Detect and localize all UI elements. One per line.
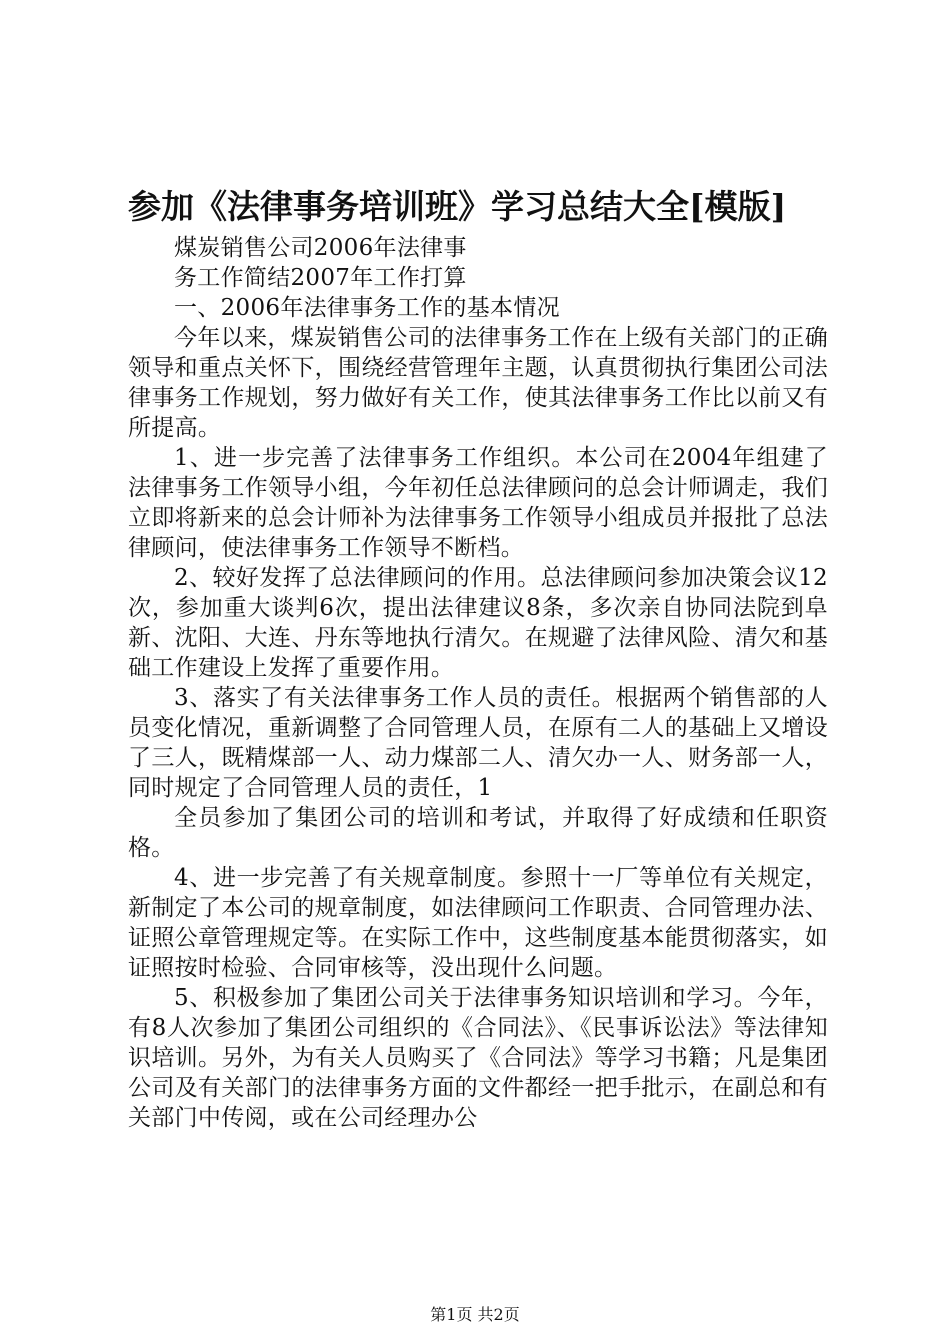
paragraph-item-1: 1、进一步完善了法律事务工作组织。本公司在2004年组建了法律事务工作领导小组，今年初任总法律顾问的总会计师调走，我们立即将新来的总会计师补为法律事务工作领导小组成员并报批了总法律顾问，使法律事务工作领导不断档。 [128, 445, 828, 561]
paragraph-item-3-continued: 全员参加了集团公司的培训和考试，并取得了好成绩和任职资格。 [128, 805, 828, 861]
paragraph-intro: 今年以来，煤炭销售公司的法律事务工作在上级有关部门的正确领导和重点关怀下，围绕经营管理年主题，认真贯彻执行集团公司法律事务工作规划，努力做好有关工作，使其法律事务工作比以前又有所提高。 [128, 325, 828, 441]
paragraph-item-3: 3、落实了有关法律事务工作人员的责任。根据两个销售部的人员变化情况，重新调整了合同管理人员，在原有二人的基础上又增设了三人，既精煤部一人、动力煤部二人、清欠办一人、财务部一人，同时规定了合同管理人员的责任，1 [128, 685, 828, 801]
page-footer: 第1页 共2页 [430, 1305, 520, 1324]
paragraph-item-4: 4、进一步完善了有关规章制度。参照十一厂等单位有关规定，新制定了本公司的规章制度，如法律顾问工作职责、合同管理办法、证照公章管理规定等。在实际工作中，这些制度基本能贯彻落实，如证照按时检验、合同审核等，没出现什么问题。 [128, 865, 828, 981]
section-heading: 一、2006年法律事务工作的基本情况 [174, 295, 560, 321]
paragraph-subtitle-line-2: 务工作简结2007年工作打算 [174, 265, 467, 291]
document-body [128, 233, 828, 1133]
document-title: 参加《法律事务培训班》学习总结大全[模版] [128, 187, 787, 226]
paragraph-item-5: 5、积极参加了集团公司关于法律事务知识培训和学习。今年，有8人次参加了集团公司组织的《合同法》、《民事诉讼法》等法律知识培训。另外，为有关人员购买了《合同法》等学习书籍；凡是集团公司及有关部门的法律事务方面的文件都经一把手批示，在副总和有关部门中传阅，或在公司经理办公 [128, 985, 828, 1131]
paragraph-subtitle-line-1: 煤炭销售公司2006年法律事 [174, 235, 467, 261]
paragraph-item-2: 2、较好发挥了总法律顾问的作用。总法律顾问参加决策会议12次，参加重大谈判6次，提出法律建议8条，多次亲自协同法院到阜新、沈阳、大连、丹东等地执行清欠。在规避了法律风险、清欠和基础工作建设上发挥了重要作用。 [128, 565, 828, 681]
